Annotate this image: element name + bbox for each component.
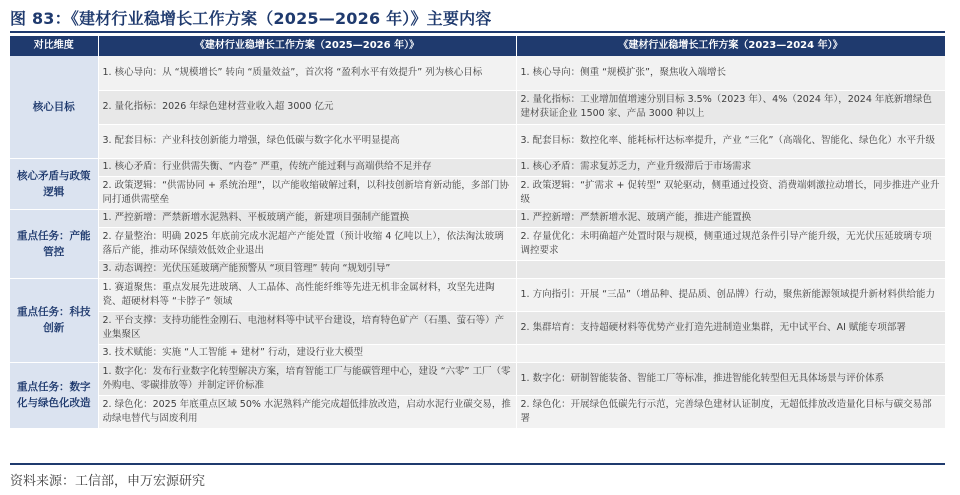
table-cell: 2. 存量整治：明确 2025 年底前完成水泥超产产能处置（预计收缩 4 亿吨以上），依法淘汰玻璃落后产能，推动环保绩效低效企业退出 (98, 227, 516, 260)
dimension-cell: 核心目标 (10, 56, 98, 158)
dimension-cell: 核心矛盾与政策逻辑 (10, 158, 98, 209)
table-cell: 2. 集群培育：支持超硬材料等优势产业打造先进制造业集群，无中试平台、AI 赋能专项部署 (516, 311, 945, 344)
title-divider (10, 31, 945, 33)
table-row (10, 209, 945, 227)
table-row (10, 90, 945, 124)
figure-title: 图 83：《建材行业稳增长工作方案（2025—2026 年）》主要内容 (10, 9, 492, 28)
table-cell: 3. 配套目标：产业科技创新能力增强，绿色低碳与数字化水平明显提高 (98, 124, 516, 158)
table-cell: 1. 数字化：发布行业数字化转型解决方案，培育智能工厂与能碳管理中心，建设 “六零” 工厂（零外购电、零碳排放等）并制定评价标准 (98, 362, 516, 395)
table-cell: 1. 核心矛盾：需求复苏乏力，产业升级滞后于市场需求 (516, 158, 945, 176)
table-cell (516, 344, 945, 362)
table-cell: 2. 政策逻辑：“扩需求 + 促转型” 双轮驱动，侧重通过投资、消费端刺激拉动增长，同步推进产业升级 (516, 176, 945, 209)
dimension-cell: 重点任务：产能管控 (10, 209, 98, 278)
dimension-cell: 重点任务：数字化与绿色化改造 (10, 362, 98, 428)
table-cell: 1. 核心矛盾：行业供需失衡、“内卷” 严重，传统产能过剩与高端供给不足并存 (98, 158, 516, 176)
table-cell: 3. 技术赋能：实施 “人工智能 + 建材” 行动，建设行业大模型 (98, 344, 516, 362)
table-cell: 2. 存量优化：未明确超产处置时限与规模，侧重通过规范条件引导产能升级，无光伏压延玻璃专项调控要求 (516, 227, 945, 260)
table-row (10, 362, 945, 395)
table-cell: 3. 配套目标：数控化率、能耗标杆达标率提升，产业 “三化”（高端化、智能化、绿色化）水平升级 (516, 124, 945, 158)
table-row (10, 260, 945, 278)
table-cell: 1. 核心导向：侧重 “规模扩张”，聚焦收入端增长 (516, 56, 945, 90)
source-note: 资料来源：工信部，申万宏源研究 (10, 474, 206, 489)
table-cell: 2. 政策逻辑：“供需协同 + 系统治理”，以产能收缩破解过剩，以科技创新培育新动能，多部门协同打通供需壁垒 (98, 176, 516, 209)
table-row (10, 278, 945, 311)
table-row (10, 56, 945, 90)
table-cell: 1. 赛道聚焦：重点发展先进玻璃、人工晶体、高性能纤维等先进无机非金属材料，攻坚先进陶瓷、超硬材料等 “卡脖子” 领域 (98, 278, 516, 311)
table-row (10, 344, 945, 362)
header-dimension: 对比维度 (10, 36, 98, 56)
table-row (10, 176, 945, 209)
table-cell: 3. 动态调控：光伏压延玻璃产能预警从 “项目管理” 转向 “规划引导” (98, 260, 516, 278)
table-cell: 2. 平台支撑：支持功能性金刚石、电池材料等中试平台建设，培育特色矿产（石墨、萤石等）产业集聚区 (98, 311, 516, 344)
table-cell: 2. 量化指标：工业增加值增速分别目标 3.5%（2023 年）、4%（2024 年），2024 年底新增绿色建材获证企业 1500 家、产品 3000 种以上 (516, 90, 945, 124)
table-cell: 1. 数字化：研制智能装备、智能工厂等标准，推进智能化转型但无具体场景与评价体系 (516, 362, 945, 395)
dimension-cell: 重点任务：科技创新 (10, 278, 98, 362)
table-cell: 1. 严控新增：严禁新增水泥熟料、平板玻璃产能，新建项目强制产能置换 (98, 209, 516, 227)
table-cell: 2. 绿色化：开展绿色低碳先行示范，完善绿色建材认证制度，无超低排放改造量化目标与碳交易部署 (516, 395, 945, 428)
table-row (10, 227, 945, 260)
table-row (10, 395, 945, 428)
table-cell: 1. 核心导向：从 “规模增长” 转向 “质量效益”，首次将 “盈利水平有效提升” 列为核心目标 (98, 56, 516, 90)
table-cell: 1. 方向指引：开展 “三品”（增品种、提品质、创品牌）行动，聚焦新能源领域提升新材料供给能力 (516, 278, 945, 311)
bottom-divider (10, 463, 945, 465)
comparison-table (10, 36, 946, 429)
table-cell: 2. 量化指标：2026 年绿色建材营业收入超 3000 亿元 (98, 90, 516, 124)
table-row (10, 124, 945, 158)
table-header-row (10, 36, 945, 56)
table-cell (516, 260, 945, 278)
table-row (10, 311, 945, 344)
table-row (10, 158, 945, 176)
table-cell: 2. 绿色化：2025 年底重点区域 50% 水泥熟料产能完成超低排放改造，启动水泥行业碳交易，推动绿电替代与固废利用 (98, 395, 516, 428)
header-plan-2025: 《建材行业稳增长工作方案（2025—2026 年）》 (98, 36, 516, 56)
header-plan-2023: 《建材行业稳增长工作方案（2023—2024 年）》 (516, 36, 945, 56)
table-cell: 1. 严控新增：严禁新增水泥、玻璃产能，推进产能置换 (516, 209, 945, 227)
